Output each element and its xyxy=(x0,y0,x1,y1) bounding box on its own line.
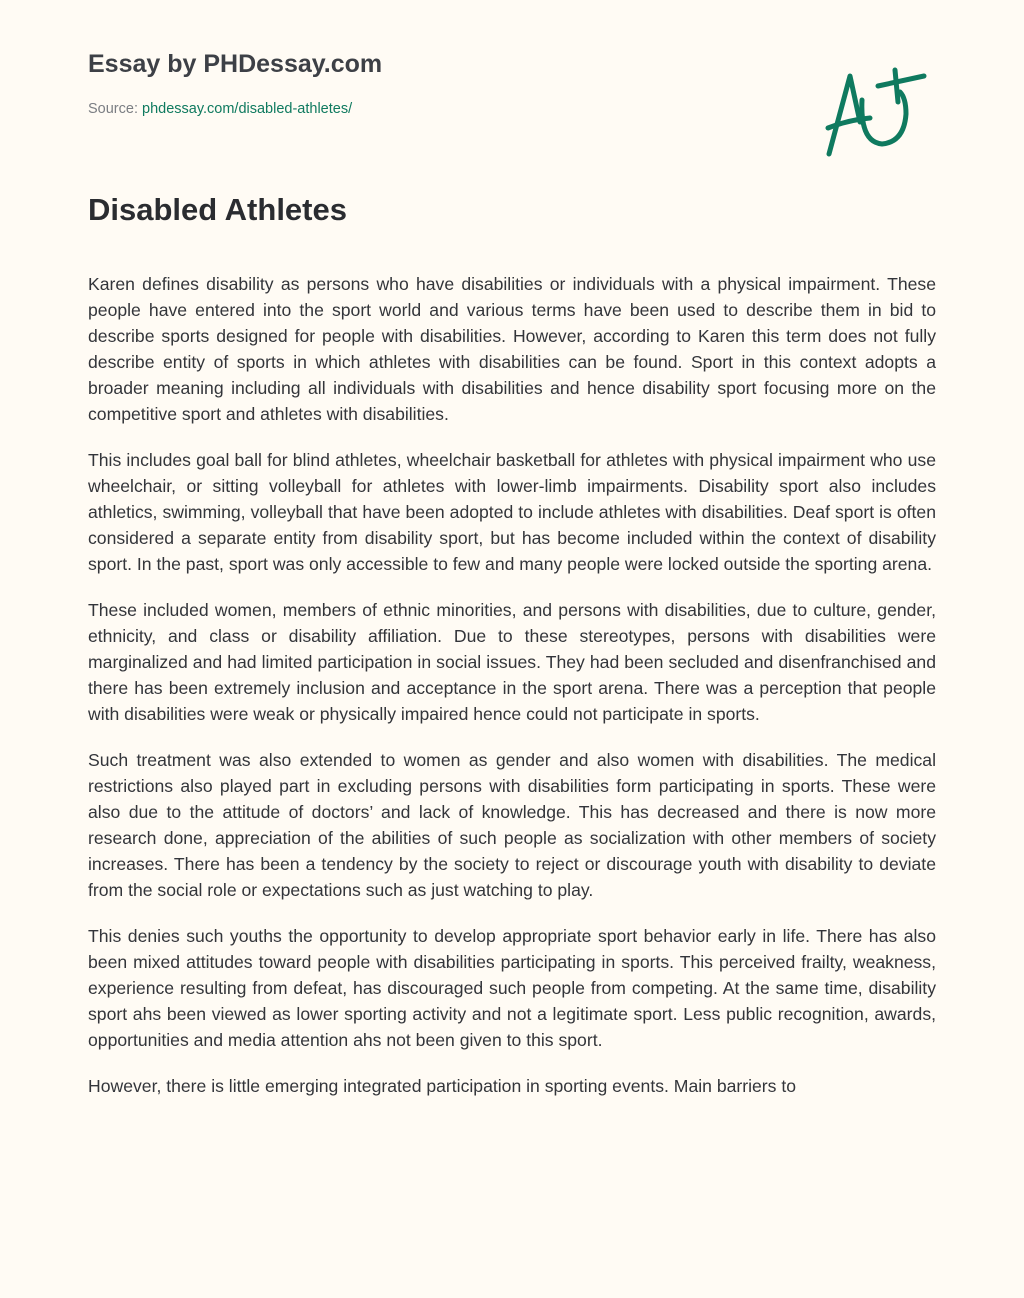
essay-title: Disabled Athletes xyxy=(88,192,347,227)
source-label: Source: xyxy=(88,101,138,117)
essay-paragraph: Karen defines disability as persons who have disabilities or individuals with a physical impairment. These people have entered into the sport world and various terms have been used to describe them in bid to describe sports designed for people with disabilities. However, according to Karen this term does not fully describe entity of sports in which athletes with disabilities can be found. Sport in this context adopts a broader meaning including all individuals with disabilities and hence disability sport focusing more on the competitive sport and athletes with disabilities. xyxy=(88,274,936,424)
essay-paragraph: This denies such youths the opportunity to develop appropriate sport behavior early in life. There has also been mixed attitudes toward people with disabilities participating in sports. This perceived frailty, weakness, experience resulting from defeat, has discouraged such people from competing. At the same time, disability sport ahs been viewed as lower sporting activity and not a legitimate sport. Less public recognition, awards, opportunities and media attention ahs not been given to this sport. xyxy=(88,926,936,1050)
essay-paragraph: These included women, members of ethnic minorities, and persons with disabilities, due to culture, gender, ethnicity, and class or disability affiliation. Due to these stereotypes, persons with disabilities were marginalized and had limited participation in social issues. They had been secluded and disenfranchised and there has been extremely inclusion and acceptance in the sport arena. There was a perception that people with disabilities were weak or physically impaired hence could not participate in sports. xyxy=(88,600,936,724)
site-title: Essay by PHDessay.com xyxy=(88,50,383,78)
essay-paragraph: This includes goal ball for blind athletes, wheelchair basketball for athletes with physical impairment who use wheelchair, or sitting volleyball for athletes with lower-limb impairments. Disability sport also includes athletics, swimming, volleyball that have been adopted to include athletes with disabilities. Deaf sport is often considered a separate entity from disability sport, but has become included within the context of disability sport. In the past, sport was only accessible to few and many people were locked outside the sporting arena. xyxy=(88,450,936,574)
source-link[interactable]: phdessay.com/disabled-athletes/ xyxy=(142,101,353,117)
essay-paragraph: Such treatment was also extended to women as gender and also women with disabilities. The medical restrictions also played part in excluding persons with disabilities form participating in sports. These were also due to the attitude of doctors’ and lack of knowledge. This has decreased and there is now more research done, appreciation of the abilities of such people as socialization with other members of society increases. There has been a tendency by the society to reject or discourage youth with disability to deviate from the social role or expectations such as just watching to play. xyxy=(88,750,936,900)
source-line xyxy=(88,101,352,117)
essay-body xyxy=(88,271,936,1119)
essay-paragraph: However, there is little emerging integrated participation in sporting events. Main barriers to xyxy=(88,1076,797,1096)
a-plus-logo-icon xyxy=(820,62,930,162)
